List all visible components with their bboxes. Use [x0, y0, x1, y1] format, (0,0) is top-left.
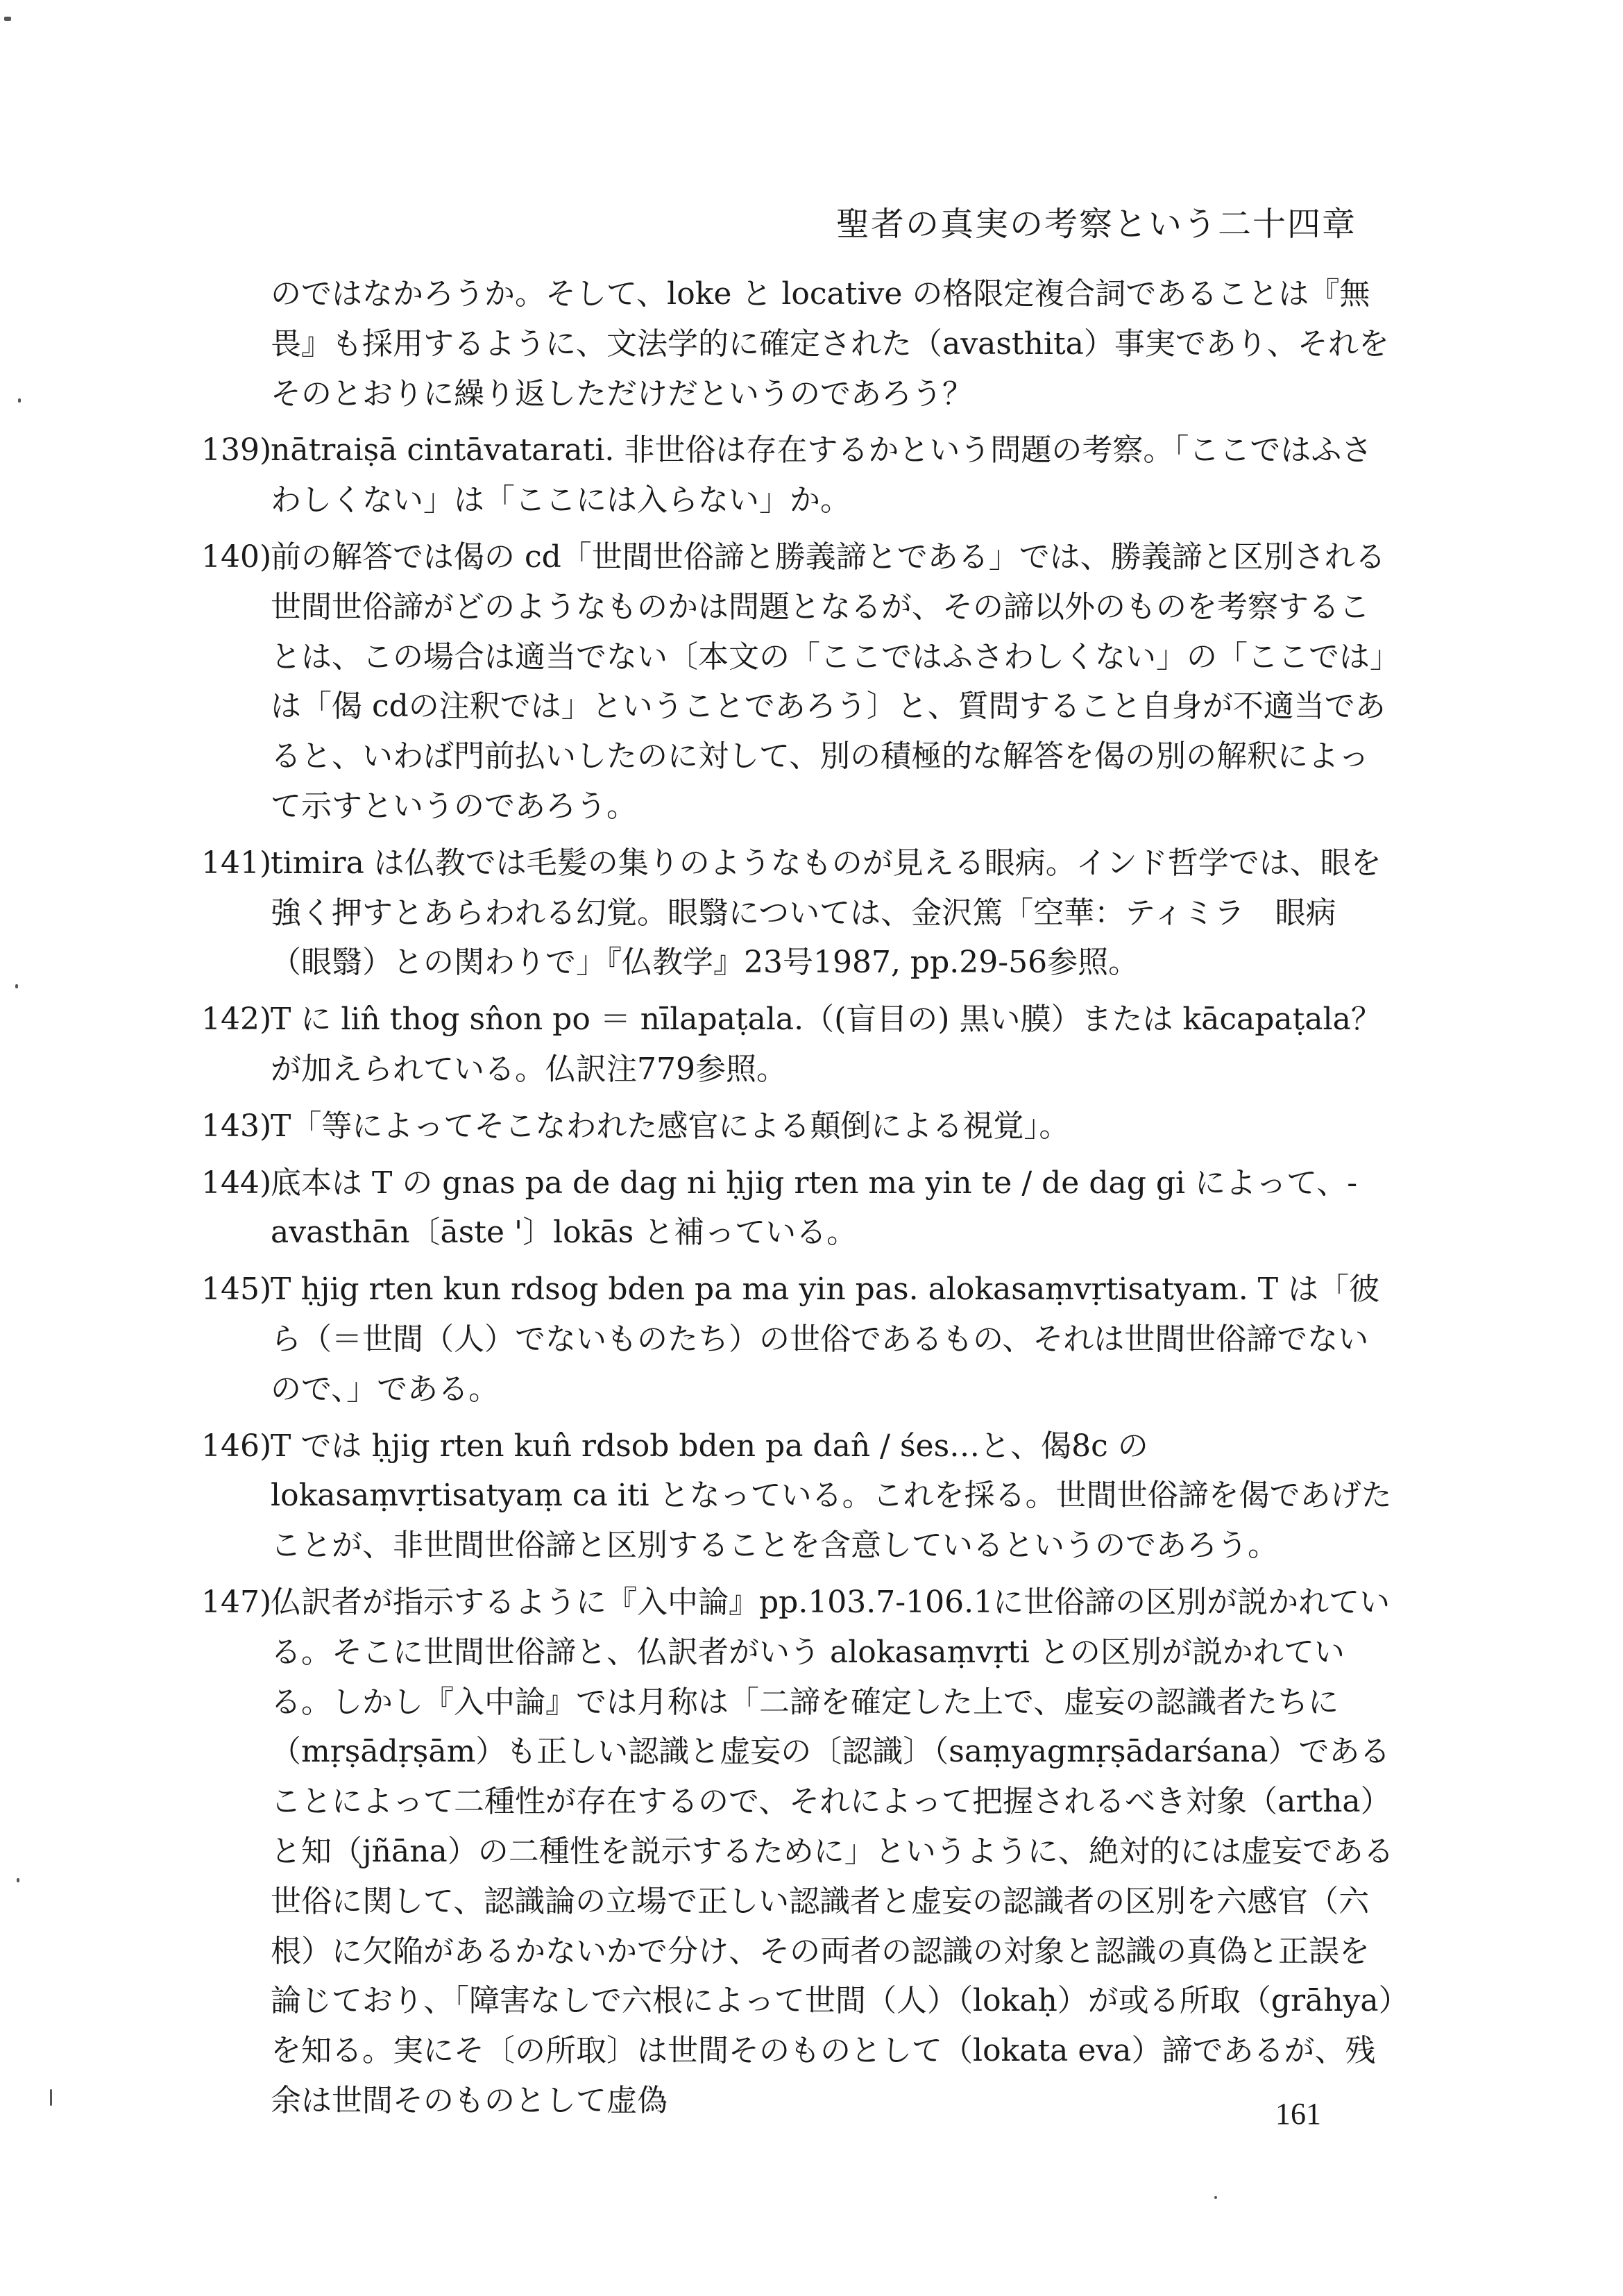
footnote-number: 144) — [201, 1165, 272, 1201]
footnote-number: 139) — [201, 432, 272, 469]
scan-mark — [1214, 2196, 1217, 2199]
footnote-text: T では ḥjig rten kun̂ rdsob bden pa dan̂ / śes…と、偈8c の lokasaṃvṛtisatyaṃ ca iti となっている。これを採る。世間世俗諦を偈であげたことが、非世間世俗諦と区別することを含意しているというのであろう。 — [271, 1428, 1392, 1564]
footnote-number: 146) — [201, 1428, 272, 1464]
scan-mark — [15, 984, 18, 988]
footnote-number: 140) — [201, 539, 272, 575]
footnote-number: 147) — [201, 1584, 272, 1620]
footnote-number: 145) — [201, 1272, 272, 1308]
footnote-139 — [201, 425, 1395, 525]
scan-mark — [18, 398, 21, 403]
intro-paragraph: のではなかろうか。そして、loke と locative の格限定複合詞であることは『無畏』も採用するように、文法学的に確定された（avasthita）事実であり、それをそのとおりに繰り返しただけだというのであろう？ — [271, 276, 1389, 412]
body-text — [201, 269, 1395, 2126]
scan-mark — [17, 1878, 19, 1882]
footnote-number: 143) — [201, 1108, 272, 1144]
footnote-142 — [201, 995, 1395, 1095]
footnote-144 — [201, 1158, 1395, 1258]
footnote-number: 142) — [201, 1002, 272, 1038]
footnote-143 — [201, 1101, 1395, 1151]
scan-mark — [4, 17, 11, 21]
footnote-text: T ḥjig rten kun rdsog bden pa ma yin pas. alokasaṃvṛtisatyam. T は「彼ら（＝世間（人）でないものたち）の世俗であるもの、それは世間世俗諦でないので、」である。 — [271, 1272, 1380, 1407]
footnote-text: 仏訳者が指示するように『入中論』pp.103.7-106.1に世俗諦の区別が説かれている。そこに世間世俗諦と、仏訳者がいう alokasaṃvṛti との区別が説かれている。しかし『入中論』では月称は「二諦を確定した上で、虚妄の認識者たちに（mṛṣādṛṣām）も正しい認識と虚妄の〔認識〕（saṃyagmṛṣādarśana）であることによって二種性が存在するので、それによって把握されるべき対象（artha）と知（jñāna）の二種性を説示するために」というように、絶対的には虚妄である世俗に関して、認識論の立場で正しい認識者と虚妄の認識者の区別を六感官（六根）に欠陥があるかないかで分け、その両者の認識の対象と認識の真偽と正誤を論じており、「障害なしで六根によって世間（人）（lokaḥ）が或る所取（grāhya）を知る。実にそ〔の所取〕は世間そのものとして（lokata eva）諦であるが、残余は世間そのものとして虚偽 — [271, 1584, 1394, 2118]
footnote-text: timira は仏教では毛髪の集りのようなものが見える眼病。インド哲学では、眼を強く押すとあらわれる幻覚。眼翳については、金沢篤「空華：ティミラ 眼病（眼翳）との関わりで」『仏教学』23号1987, pp.29-56参照。 — [271, 845, 1382, 981]
footnote-text: 底本は T の gnas pa de dag ni ḥjig rten ma yin te / de dag gi によって、-avasthān〔āste '〕lokās と補っている。 — [271, 1165, 1358, 1251]
footnote-text: T に lin̂ thog sn̂on po ＝ nīlapaṭala.（(盲目の) 黒い膜）または kācapaṭala？が加えられている。仏訳注779参照。 — [271, 1002, 1382, 1087]
footnote-140 — [201, 532, 1395, 832]
footnote-147 — [201, 1578, 1395, 2126]
footnote-number: 141) — [201, 845, 272, 881]
scan-mark — [50, 2089, 52, 2106]
footnote-141 — [201, 838, 1395, 988]
footnote-text: nātraiṣā cintāvatarati. 非世俗は存在するかという問題の考察。「ここではふさわしくない」は「ここには入らない」か。 — [271, 432, 1373, 518]
footnote-145 — [201, 1265, 1395, 1414]
page-number: 161 — [1275, 2097, 1321, 2131]
running-header: 聖者の真実の考察という二十四章 — [835, 205, 1357, 244]
footnote-146 — [201, 1421, 1395, 1571]
footnote-text: T「等によってそこなわれた感官による顛倒による視覚」。 — [271, 1108, 1070, 1144]
footnote-text: 前の解答では偈の cd「世間世俗諦と勝義諦とである」では、勝義諦と区別される世間世俗諦がどのようなものかは問題となるが、その諦以外のものを考察することは、この場合は適当でない〔本文の「ここではふさわしくない」の「ここでは」は「偈 cdの注釈では」ということであろう〕と、質問すること自身が不適当であると、いわば門前払いしたのに対して、別の積極的な解答を偈の別の解釈によって示すというのであろう。 — [271, 539, 1386, 824]
